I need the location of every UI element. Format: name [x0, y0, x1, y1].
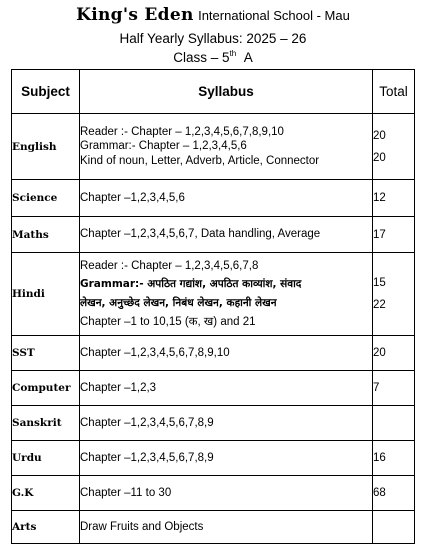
- syllabus-cell: Chapter –1,2,3,4,5,6,7,8,9: [80, 406, 373, 441]
- subject-cell: English: [12, 114, 80, 180]
- syllabus-line: Grammar:- अपठित गद्यांश, अपठित काव्यांश, संवाद: [80, 278, 302, 291]
- total-cell: 17: [373, 217, 415, 253]
- total-cell: [373, 406, 415, 441]
- table-header-row: [12, 70, 415, 114]
- total-cell: 7: [373, 371, 415, 406]
- col-header-subject: Subject: [12, 70, 80, 114]
- school-name-rest: International School - Mau: [198, 8, 350, 23]
- subject-cell: Maths: [12, 217, 80, 253]
- syllabus-line: लेखन, अनुच्छेद लेखन, निबंध लेखन, कहानी लेखन: [80, 296, 277, 309]
- table-row: [12, 217, 415, 253]
- school-name-script: King's Eden: [76, 5, 194, 25]
- col-header-syllabus: Syllabus: [80, 70, 373, 114]
- syllabus-line: Kind of noun, Letter, Adverb, Article, Connector: [80, 154, 320, 167]
- table-row: [12, 114, 415, 180]
- syllabus-cell: Chapter –1,2,3,4,5,6,7, Data handling, Average: [80, 217, 373, 253]
- syllabus-cell: [80, 253, 373, 336]
- total-cell: [373, 253, 415, 336]
- syllabus-line: Reader :- Chapter – 1,2,3,4,5,6,7,8,9,10: [80, 125, 284, 138]
- syllabus-cell: Chapter –1,2,3,4,5,6: [80, 180, 373, 217]
- total-cell: 68: [373, 476, 415, 511]
- total-value: 20: [373, 129, 386, 142]
- table-row: [12, 511, 415, 544]
- syllabus-cell: Draw Fruits and Objects: [80, 511, 373, 544]
- syllabus-cell: Chapter –1,2,3: [80, 371, 373, 406]
- class-section: A: [243, 50, 253, 65]
- subject-cell: SST: [12, 336, 80, 371]
- syllabus-table: [11, 69, 415, 544]
- syllabus-line: Chapter –1 to 10,15 (क, ख) and 21: [80, 315, 256, 328]
- subject-cell: Arts: [12, 511, 80, 544]
- subject-cell: G.K: [12, 476, 80, 511]
- total-value: 22: [373, 299, 386, 311]
- syllabus-cell: [80, 114, 373, 180]
- class-sup: th: [229, 49, 237, 58]
- table-row: [12, 180, 415, 217]
- school-name: [0, 5, 426, 25]
- total-cell: [373, 114, 415, 180]
- syllabus-line: Grammar:- Chapter – 1,2,3,4,5,6: [80, 140, 247, 153]
- subject-cell: Computer: [12, 371, 80, 406]
- total-cell: [373, 511, 415, 544]
- class-prefix: Class – 5: [173, 50, 230, 65]
- total-cell: 20: [373, 336, 415, 371]
- table-row: [12, 336, 415, 371]
- total-value: 15: [373, 277, 386, 289]
- subject-cell: Hindi: [12, 253, 80, 336]
- subject-cell: Science: [12, 180, 80, 217]
- table-row: [12, 253, 415, 336]
- table-row: [12, 441, 415, 476]
- subject-cell: Urdu: [12, 441, 80, 476]
- syllabus-cell: Chapter –1,2,3,4,5,6,7,8,9,10: [80, 336, 373, 371]
- total-cell: 16: [373, 441, 415, 476]
- syllabus-cell: Chapter –1,2,3,4,5,6,7,8,9: [80, 441, 373, 476]
- subject-cell: Sanskrit: [12, 406, 80, 441]
- total-value: 20: [373, 151, 386, 164]
- table-row: [12, 476, 415, 511]
- table-row: [12, 406, 415, 441]
- syllabus-cell: Chapter –11 to 30: [80, 476, 373, 511]
- syllabus-title: Half Yearly Syllabus: 2025 – 26: [119, 31, 307, 46]
- syllabus-line: Reader :- Chapter – 1,2,3,4,5,6,7,8: [80, 260, 259, 272]
- table-row: [12, 371, 415, 406]
- class-line: [0, 50, 426, 65]
- total-cell: 12: [373, 180, 415, 217]
- col-header-total: Total: [373, 70, 415, 114]
